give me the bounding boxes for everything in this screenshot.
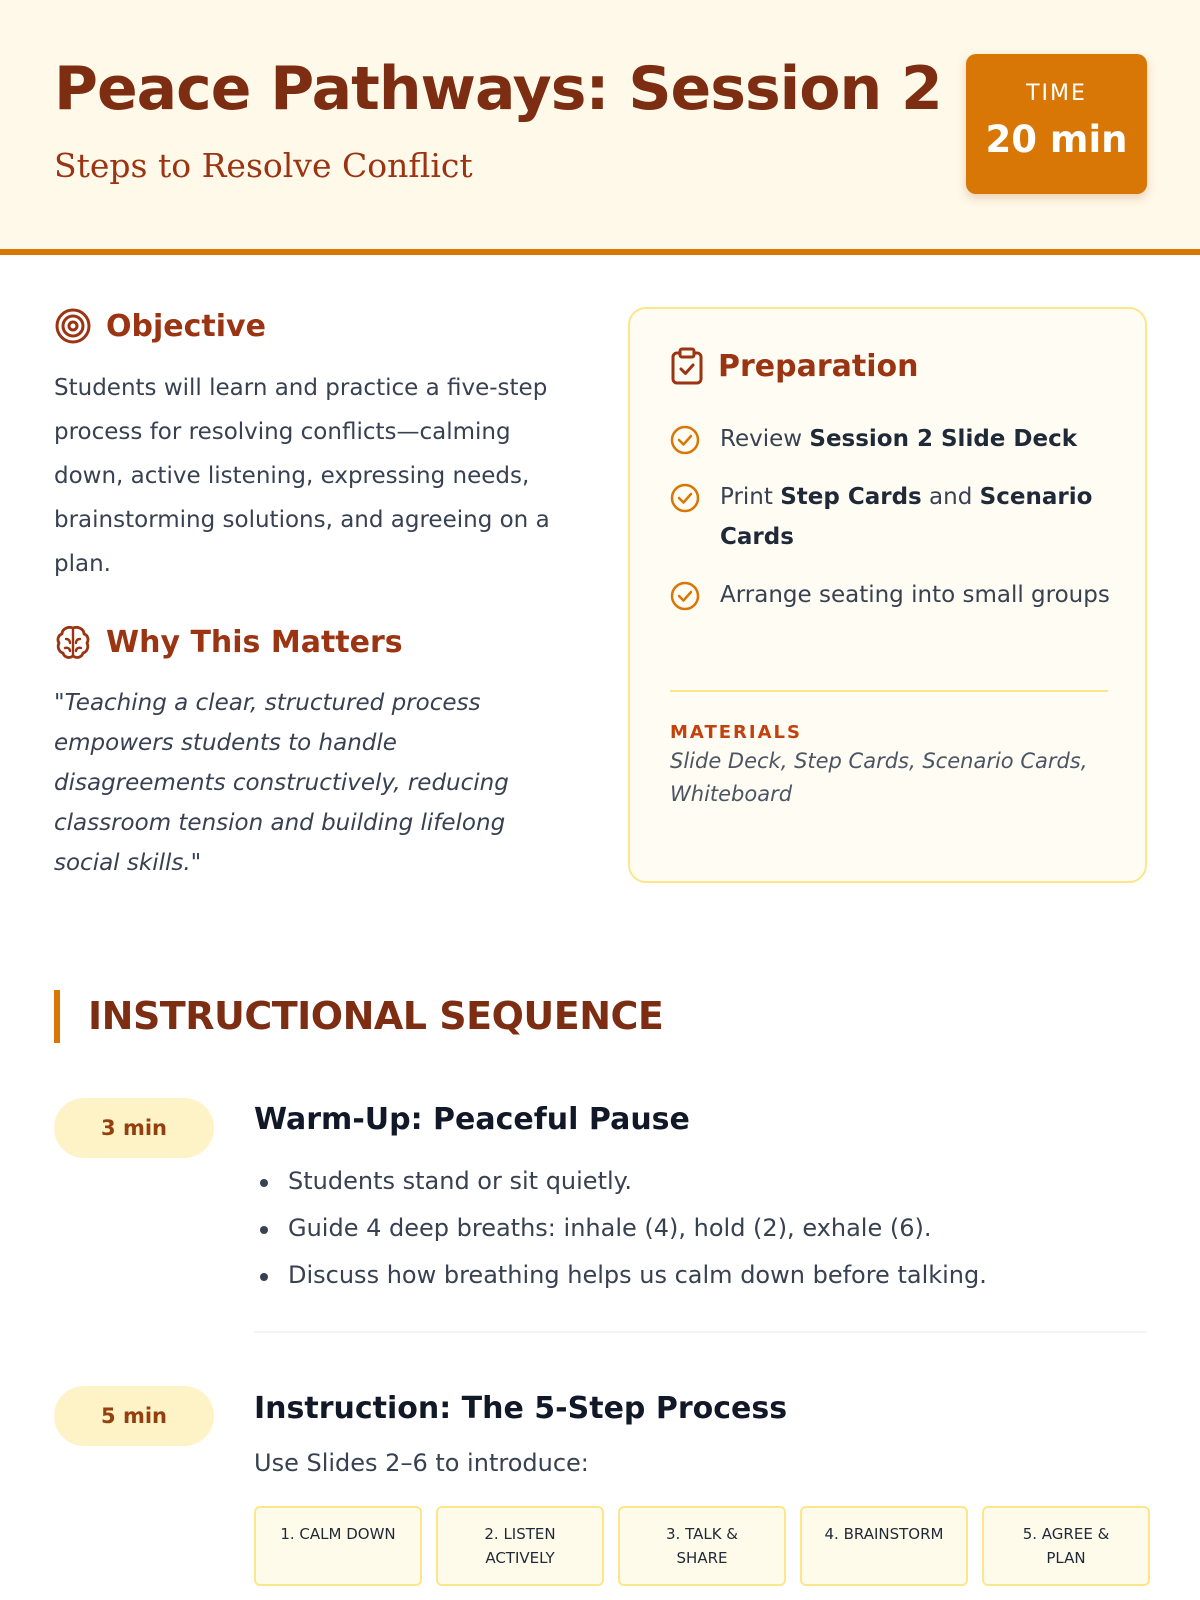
materials-text: Slide Deck, Step Cards, Scenario Cards, Whiteboard <box>670 749 1088 806</box>
brain-icon <box>54 623 92 661</box>
why-heading <box>54 623 403 661</box>
bullet-item: Discuss how breathing helps us calm down before talking. <box>254 1252 987 1299</box>
page-subtitle: Steps to Resolve Conflict <box>54 146 473 185</box>
preparation-divider <box>670 690 1108 692</box>
objective-text: Students will learn and practice a five-step process for resolving conflicts—calming down, active listening, expressing needs, brainstorming solutions, and agreeing on a plan. <box>54 375 550 577</box>
preparation-item <box>670 477 1110 557</box>
page-title: Peace Pathways: Session 2 <box>54 54 942 124</box>
sequence-accent-bar <box>54 990 60 1043</box>
step-divider <box>254 1331 1147 1333</box>
step-title: Instruction: The 5-Step Process <box>254 1391 788 1426</box>
preparation-item-text: Arrange seating into small groups <box>720 582 1110 608</box>
time-badge <box>966 54 1147 194</box>
step-intro: Use Slides 2–6 to introduce: <box>254 1449 589 1477</box>
why-heading-label: Why This Matters <box>106 624 403 660</box>
preparation-list <box>670 419 1110 633</box>
bullet-item: Students stand or sit quietly. <box>254 1158 987 1205</box>
duration-pill: 3 min <box>54 1098 214 1158</box>
objective-heading <box>54 307 266 345</box>
step-card: 1. CALM DOWN <box>254 1506 422 1586</box>
step-title: Warm-Up: Peaceful Pause <box>254 1102 690 1137</box>
step-card: 3. TALK & SHARE <box>618 1506 786 1586</box>
target-icon <box>54 307 92 345</box>
preparation-item <box>670 419 1110 459</box>
bullet-item: Guide 4 deep breaths: inhale (4), hold (2), exhale (6). <box>254 1205 987 1252</box>
preparation-item-text: Review Session 2 Slide Deck <box>720 426 1078 452</box>
preparation-heading <box>670 347 918 385</box>
step-bullets <box>254 1158 987 1299</box>
preparation-heading-label: Preparation <box>718 348 919 384</box>
check-circle-icon <box>670 483 700 513</box>
step-cards <box>254 1506 1150 1586</box>
duration-pill: 5 min <box>54 1386 214 1446</box>
objective-heading-label: Objective <box>106 308 266 344</box>
check-circle-icon <box>670 581 700 611</box>
materials-label: MATERIALS <box>670 722 802 743</box>
step-card: 2. LISTEN ACTIVELY <box>436 1506 604 1586</box>
step-card: 5. AGREE & PLAN <box>982 1506 1150 1586</box>
lesson-header <box>0 0 1200 255</box>
step-card: 4. BRAINSTORM <box>800 1506 968 1586</box>
check-circle-icon <box>670 425 700 455</box>
time-label: TIME <box>1026 81 1087 106</box>
clipboard-check-icon <box>670 347 704 385</box>
preparation-card <box>628 307 1147 883</box>
sequence-heading: INSTRUCTIONAL SEQUENCE <box>88 994 664 1038</box>
preparation-item-text: Print Step Cards and Scenario Cards <box>720 484 1093 550</box>
time-value: 20 min <box>985 118 1128 161</box>
preparation-item <box>670 575 1110 615</box>
why-quote: "Teaching a clear, structured process empowers students to handle disagreements constructively, reducing classroom tension and building lifelong social skills." <box>54 690 509 876</box>
